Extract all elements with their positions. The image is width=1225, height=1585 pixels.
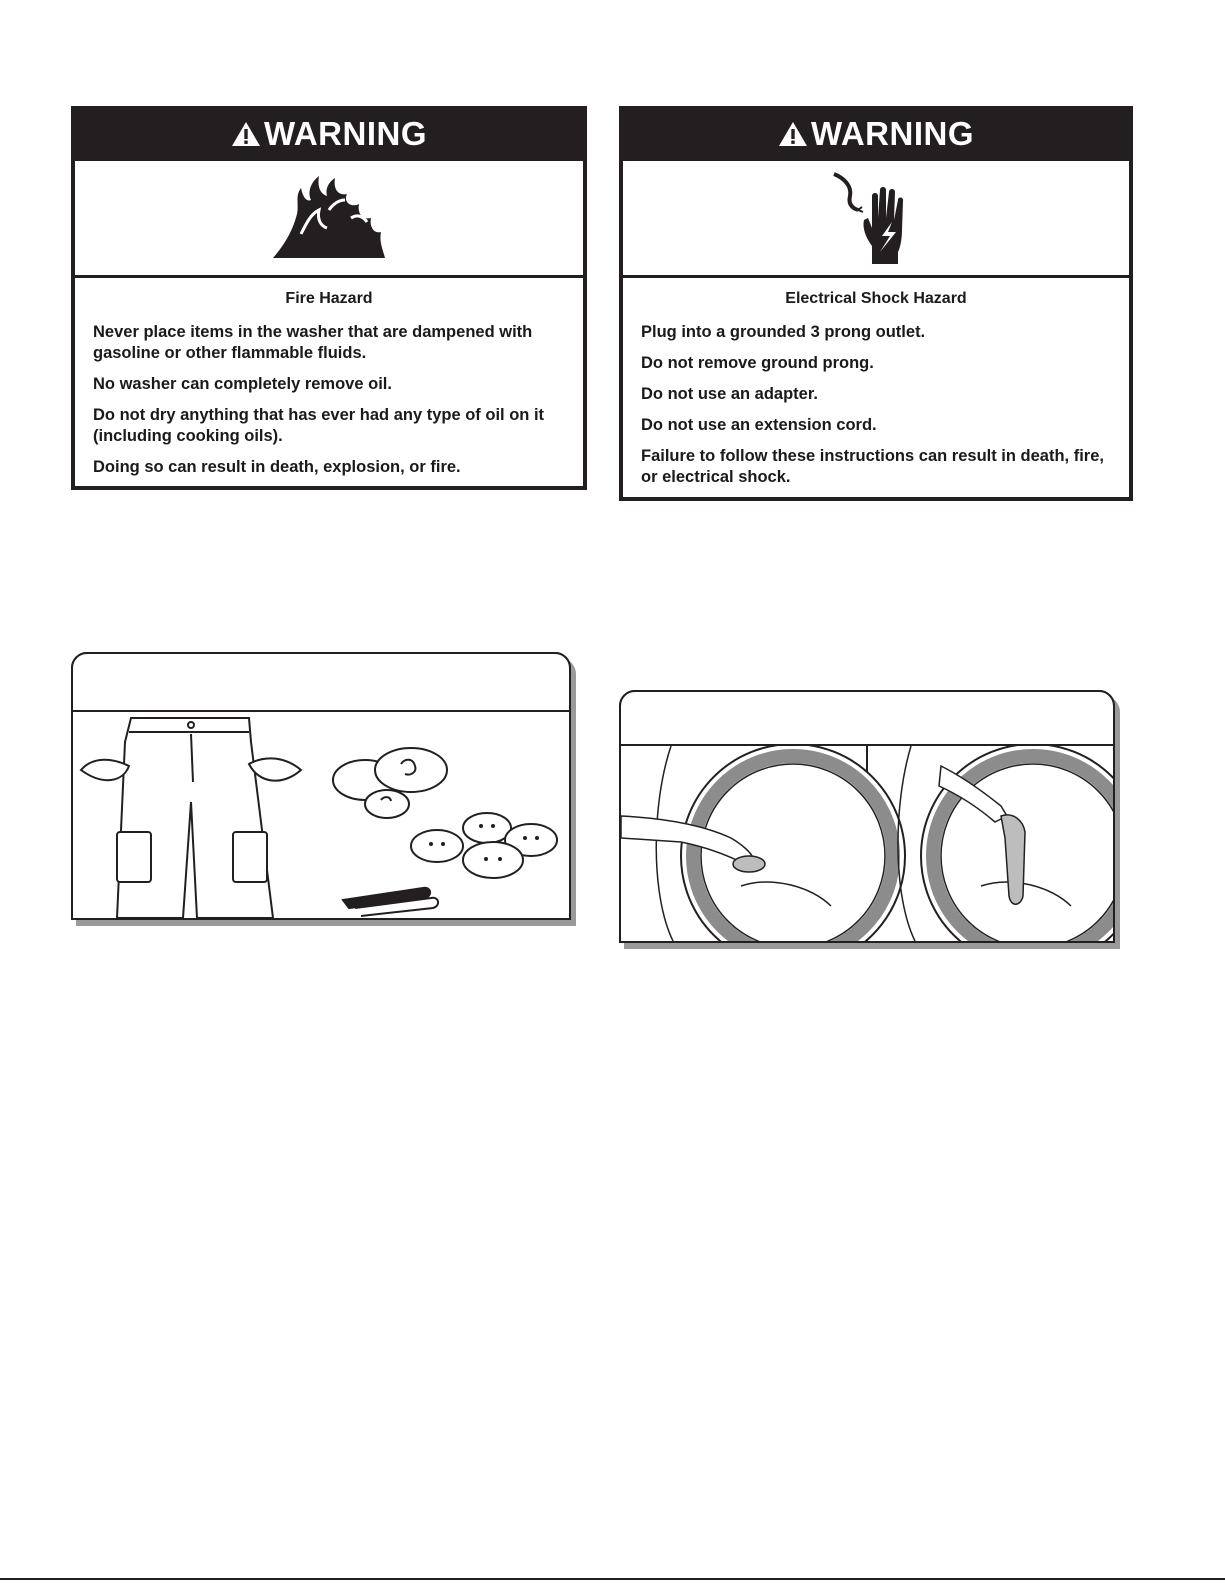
pants-icon: [81, 718, 301, 918]
shock-warning-box: [619, 106, 1133, 501]
fire-warning-box: [71, 106, 587, 490]
hazard-line: Never place items in the washer that are dampened with gasoline or other flammable fluids.: [93, 323, 533, 362]
hazard-title: Fire Hazard: [285, 290, 373, 307]
door-seal-drawing: [621, 746, 1113, 941]
hazard-line: Do not use an adapter.: [641, 385, 818, 403]
door-seal-illustration: [619, 690, 1115, 943]
fire-icon: [271, 174, 387, 262]
hazard-line: Plug into a grounded 3 prong outlet.: [641, 323, 926, 341]
hazard-line: Do not use an extension cord.: [641, 416, 877, 434]
warning-header: [623, 110, 1129, 158]
warning-header-text: WARNING: [264, 115, 427, 152]
warning-header-text: WARNING: [811, 115, 974, 152]
buttons-icon: [411, 813, 557, 878]
washer-door-right-panel: [898, 746, 1113, 941]
safety-pins-icon: [343, 888, 438, 916]
hazard-line: Failure to follow these instructions can result in death, fire, or electrical shock.: [641, 447, 1104, 486]
hazard-title: Electrical Shock Hazard: [785, 290, 967, 307]
warning-triangle-icon: [778, 120, 808, 148]
warning-triangle-icon: [231, 120, 261, 148]
hazard-line: Doing so can result in death, explosion, or fire.: [93, 458, 461, 476]
hazard-line: No washer can completely remove oil.: [93, 375, 392, 393]
coins-icon: [333, 748, 447, 818]
pockets-and-items-drawing: [73, 712, 569, 918]
hazard-line: Do not remove ground prong.: [641, 354, 874, 372]
page-bottom-rule: [0, 1578, 1225, 1580]
illustration-tab: [619, 690, 1115, 746]
shock-icon-area: [623, 158, 1129, 278]
empty-pockets-illustration: [71, 652, 571, 920]
warning-header: [75, 110, 583, 158]
hazard-line: Do not dry anything that has ever had any type of oil on it (including cooking oils).: [93, 406, 545, 445]
fire-icon-area: [75, 158, 583, 278]
illustration-tab: [71, 652, 571, 712]
washer-door-left-panel: [621, 746, 905, 941]
electrical-shock-hand-icon: [826, 168, 926, 268]
